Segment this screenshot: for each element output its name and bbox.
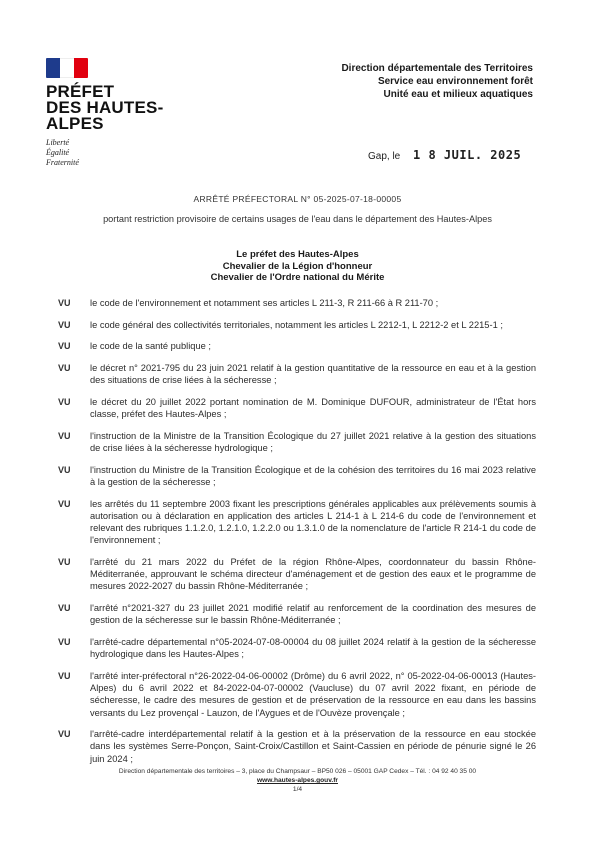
- signatory-title: Le préfet des Hautes-Alpes: [236, 249, 359, 260]
- visa-label: VU: [58, 363, 71, 374]
- visa-label: VU: [58, 341, 71, 352]
- visa-text: l'arrêté inter-préfectoral n°26-2022-04-06-00002 (Drôme) du 6 avril 2022, n° 05-2022-04-06-00013 (Hautes-Alpes) du 6 avril 2022 et 84-2022-04-07-00002 (Vaucluse) du 07 avril 2022 fixant, en période de sécheresse, le cadre des mesures de gestion et de préservation de la ressource en eau dans les bassins versants du Lez provençal - Lauzon, de l'Aygues et de l'Ouvèze provençale ;: [90, 670, 536, 718]
- visa-item: [58, 340, 536, 352]
- visa-item: [58, 430, 536, 454]
- visas-list: [58, 297, 536, 774]
- visa-text: le code général des collectivités territoriales, notamment les articles L 2212-1, L 2212-2 et L 2215-1 ;: [90, 319, 503, 330]
- prefecture-logo: [46, 58, 186, 168]
- visa-text: les arrêtés du 11 septembre 2003 fixant les prescriptions générales applicables aux prélèvements soumis à autorisation ou à déclaration en application des articles L 214-1 à L 214-6 du code de l'environnement et relevant des rubriques 1.1.2.0, 1.2.1.0, 1.2.2.0 ou 1.3.1.0 de la nomenclature de l'article R 214-1 du code de l'environnement ;: [90, 498, 536, 546]
- visa-label: VU: [58, 637, 71, 648]
- visa-item: [58, 297, 536, 309]
- service-direction: Direction départementale des Territoires: [341, 63, 533, 74]
- visa-text: le code de l'environnement et notamment ses articles L 211-3, R 211-66 à R 211-70 ;: [90, 298, 439, 308]
- footer-website-link[interactable]: www.hautes-alpes.gouv.fr: [257, 777, 338, 784]
- signatory-honour-2: Chevalier de l'Ordre national du Mérite: [210, 272, 385, 283]
- visa-item: [58, 498, 536, 547]
- visa-item: [58, 319, 536, 331]
- arrete-subject: portant restriction provisoire de certains usages de l'eau dans le département des Hautes-Alpes: [103, 214, 492, 224]
- visa-item: [58, 728, 536, 765]
- visa-text: l'arrêté-cadre interdépartemental relatif à la gestion et à la préservation de la ressource en eau stockée dans les systèmes Serre-Ponçon, Saint-Croix/Castillon et Saint-Cassien en période de pénurie signé le 26 juin 2024 ;: [90, 729, 536, 764]
- visa-text: l'instruction de la Ministre de la Transition Écologique du 27 juillet 2021 relative à la gestion des situations de crise liées à la sécheresse hydrologique ;: [90, 430, 536, 454]
- marianne-flag-icon: [46, 58, 88, 78]
- visa-text: le décret n° 2021-795 du 23 juin 2021 relatif à la gestion quantitative de la ressource en eau et à la gestion des situations de crise liées à la sécheresse ;: [90, 363, 536, 386]
- visa-text: le code de la santé publique ;: [90, 341, 211, 352]
- visa-label: VU: [58, 319, 71, 330]
- visa-item: [58, 636, 536, 660]
- visa-label: VU: [58, 430, 71, 441]
- page-footer: [0, 767, 595, 794]
- visa-label: VU: [58, 557, 71, 568]
- signatory-honour-1: Chevalier de la Légion d'honneur: [222, 260, 373, 272]
- visa-text: l'instruction du Ministre de la Transition Écologique et de la cohésion des territoires du 16 mai 2023 relative à la gestion de la sécheresse ;: [90, 464, 536, 488]
- signatory-block: [0, 249, 595, 284]
- visa-text: le décret du 20 juillet 2022 portant nomination de M. Dominique DUFOUR, administrateur de l'État hors classe, préfet des Hautes-Alpes ;: [90, 397, 536, 420]
- visa-text: l'arrêté du 21 mars 2022 du Préfet de la région Rhône-Alpes, coordonnateur du bassin Rhône-Méditerranée, approuvant le schéma directeur d'aménagement et de gestion des eaux et le programme de mesures 2022-2027 du bassin Rhône-Méditerranée ;: [90, 557, 536, 592]
- date-line: [368, 148, 521, 162]
- visa-item: [58, 362, 536, 386]
- visa-label: VU: [58, 670, 71, 681]
- visa-text: l'arrêté-cadre départemental n°05-2024-07-08-00004 du 08 juillet 2024 relatif à la gestion de la sécheresse hydrologique dans les Hautes-Alpes ;: [90, 637, 536, 660]
- visa-label: VU: [58, 397, 71, 408]
- arrete-number: ARRÊTÉ PRÉFECTORAL N° 05-2025-07-18-00005: [193, 194, 402, 204]
- visa-item: [58, 670, 536, 719]
- visa-text: l'arrêté n°2021-327 du 23 juillet 2021 modifié relatif au renforcement de la coordination des mesures de gestion de la sécheresse sur le bassin Rhône-Méditerranée ;: [90, 603, 536, 626]
- visa-item: [58, 464, 536, 488]
- visa-label: VU: [58, 603, 71, 614]
- footer-address: Direction départementale des territoires – 3, place du Champsaur – BP50 026 – 05001 GAP Cedex – Tél. : 04 92 40 35 00: [118, 768, 477, 775]
- visa-label: VU: [58, 498, 71, 509]
- prefecture-name: PRÉFET DES HAUTES- ALPES: [46, 82, 164, 133]
- service-header: [341, 62, 533, 101]
- service-name: Service eau environnement forêt: [377, 76, 533, 87]
- date-stamp: 1 8 JUIL. 2025: [413, 148, 522, 162]
- visa-item: [58, 602, 536, 626]
- date-place: Gap, le: [368, 151, 401, 162]
- visa-item: [58, 396, 536, 420]
- visa-label: VU: [58, 729, 71, 740]
- page-number: 1/4: [292, 786, 303, 793]
- visa-label: VU: [58, 464, 71, 475]
- visa-item: [58, 556, 536, 593]
- republic-motto: Liberté Égalité Fraternité: [46, 138, 79, 167]
- visa-label: VU: [58, 298, 71, 308]
- service-unit: Unité eau et milieux aquatiques: [383, 89, 533, 100]
